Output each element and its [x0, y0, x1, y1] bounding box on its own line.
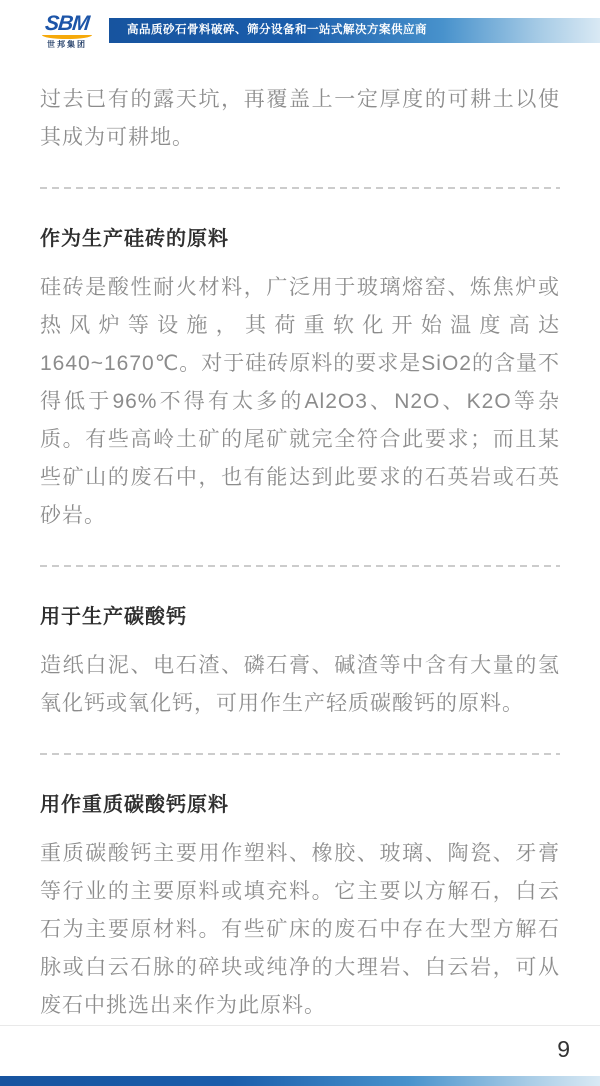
section-paragraph-silica-brick: 硅砖是酸性耐火材料，广泛用于玻璃熔窑、炼焦炉或热风炉等设施，其荷重软化开始温度高达1640~1670℃。对于硅砖原料的要求是SiO2的含量不得低于96%不得有太多的Al2O3、N2O、K2O等杂质。有些高岭土矿的尾矿就完全符合此要求；而且某些矿山的废石中，也有能达到此要求的石英岩或石英砂岩。 [40, 276, 560, 527]
intro-paragraph: 过去已有的露天坑，再覆盖上一定厚度的可耕土以使其成为可耕地。 [40, 88, 560, 149]
page-footer [0, 1025, 600, 1086]
sbm-logo-icon: SBM [43, 12, 91, 35]
section-heading-heavy-calcium-carbonate: 用作重质碳酸钙原料 [40, 794, 229, 816]
logo-swoosh-icon [42, 35, 92, 39]
section-divider [40, 187, 560, 189]
section-paragraph-heavy-calcium-carbonate: 重质碳酸钙主要用作塑料、橡胶、玻璃、陶瓷、牙膏等行业的主要原料或填充料。它主要以方解石，白云石为主要原材料。有些矿床的废石中存在大型方解石脉或白云石脉的碎块或纯净的大理岩、白云岩，可从废石中挑选出来作为此原料。 [40, 842, 560, 1017]
page-header [0, 13, 600, 57]
section-divider [40, 565, 560, 567]
header-banner: 高品质砂石骨料破碎、筛分设备和一站式解决方案供应商 [109, 18, 600, 43]
section-heading-calcium-carbonate: 用于生产碳酸钙 [40, 606, 187, 628]
page-number: 9 [557, 1036, 570, 1062]
footer-accent-bar [0, 1076, 600, 1086]
section-heading-silica-brick: 作为生产硅砖的原料 [40, 228, 229, 250]
document-body [0, 57, 600, 1025]
logo-company-name: 世邦集团 [47, 40, 87, 49]
section-divider [40, 753, 560, 755]
section-paragraph-calcium-carbonate: 造纸白泥、电石渣、磷石膏、碱渣等中含有大量的氢氧化钙或氧化钙，可用作生产轻质碳酸钙的原料。 [40, 654, 560, 715]
sbm-logo [38, 13, 96, 49]
